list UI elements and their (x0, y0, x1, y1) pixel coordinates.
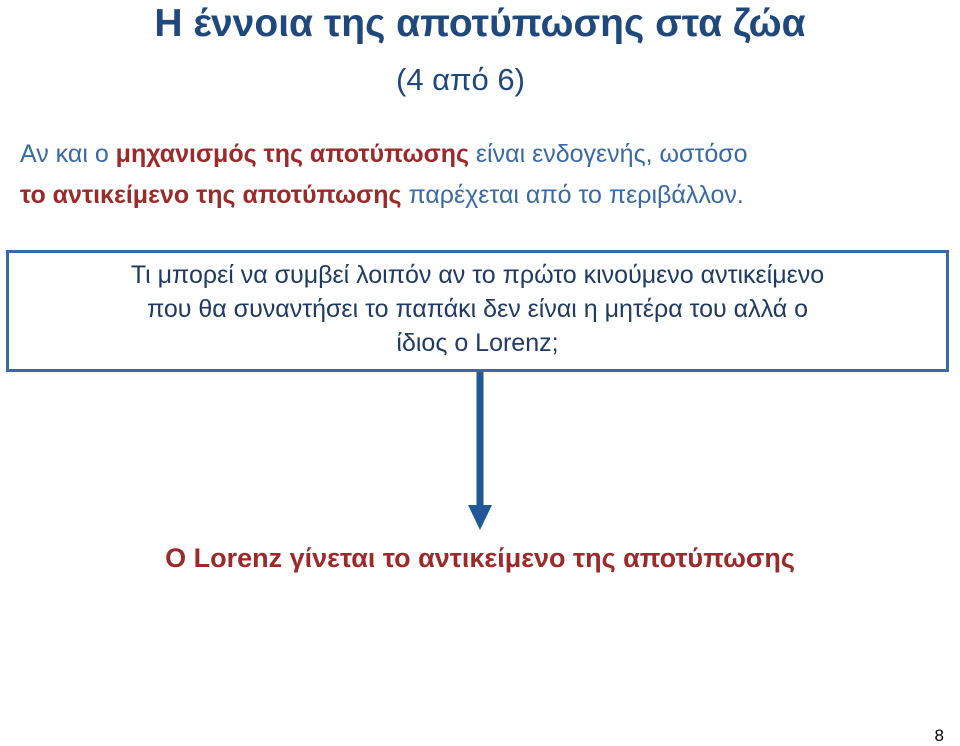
arrow-shaft (477, 372, 484, 507)
slide-title: Η έννοια της αποτύπωσης στα ζώα (154, 2, 806, 45)
page-number: 8 (934, 726, 944, 745)
intro-line-1-suffix: είναι ενδογενής, ωστόσο (468, 140, 748, 168)
intro-paragraph (20, 134, 950, 216)
intro-line-1-emphasis: μηχανισμός της αποτύπωσης (115, 140, 469, 168)
intro-line-1 (20, 134, 950, 175)
intro-line-1-prefix: Αν και ο (20, 140, 116, 168)
slide-subtitle: (4 από 6) (396, 62, 525, 97)
intro-line-2-emphasis: το αντικείμενο της αποτύπωσης (20, 181, 402, 209)
intro-line-2 (20, 175, 950, 216)
question-line-2: που θα συναντήσει το παπάκι δεν είναι η μητέρα του αλλά ο (146, 295, 809, 323)
question-line-3: ίδιος ο Lorenz; (396, 329, 559, 357)
intro-line-2-suffix: παρέχεται από το περιβάλλον. (401, 181, 744, 209)
question-box (6, 250, 949, 372)
down-arrow-icon (466, 372, 494, 532)
conclusion-text: Ο Lorenz γίνεται το αντικείμενο της αποτύπωσης (165, 543, 795, 573)
arrow-head (468, 505, 492, 530)
question-line-1: Τι μπορεί να συμβεί λοιπόν αν το πρώτο κινούμενο αντικείμενο (130, 261, 825, 289)
